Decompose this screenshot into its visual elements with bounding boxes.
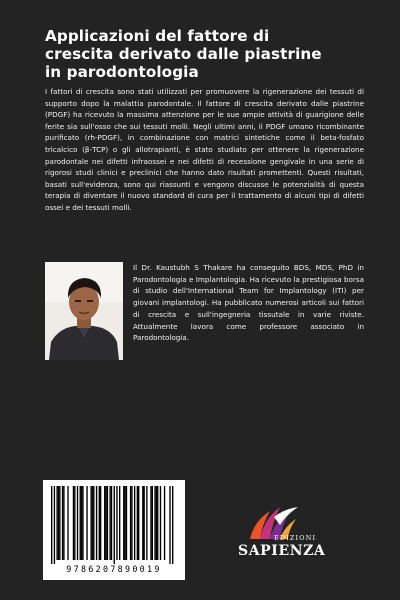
barcode-bar	[111, 486, 112, 560]
barcode-bar	[92, 486, 93, 560]
barcode-bar	[124, 486, 125, 560]
barcode-bar	[82, 486, 83, 560]
barcode-bar	[51, 486, 52, 564]
barcode-bar	[96, 486, 97, 560]
barcode-bar	[114, 486, 115, 564]
barcode-bar	[74, 486, 75, 560]
barcode-bar	[100, 486, 101, 560]
title-line-1: Applicazioni del fattore di	[45, 27, 270, 45]
barcode-bar	[109, 486, 110, 560]
isbn-number: 9786207890019	[66, 564, 162, 574]
barcode-bar	[59, 486, 60, 560]
title-line-2: crescita derivato dalle piastrine	[45, 45, 322, 63]
book-title	[45, 27, 365, 81]
barcode-bar	[164, 486, 165, 560]
barcode-bar	[58, 486, 59, 560]
book-description: I fattori di crescita sono stati utilizzati per promuovere la rigenerazione dei tessuti di supporto dopo la malattia parodontale. Il fattore di crescita derivato dalle piastrine (PDGF) ha ricevuto la massima attenzione per le sue ampie attività di guarigione delle ferite sia sull'osso che sui tessuti molli. Negli ultimi anni, il PDGF umano ricombinante purificato (rh-PDGF), in combinazione con matrici sintetiche come il beta-fosfato tricalcico (β-TCP) o gli allotrapianti, è stato studiato per ottenere la rigenerazione parodontale nei difetti infraossei e nei difetti di recessione gengivale in una serie di rigorosi studi clinici e preclinici che hanno dato risultati promettenti. Questi risultati, basati sull'evidenza, sono qui riassunti e vengono discusse le potenzialità di questa terapia di diventare il nuovo standard di cura per il trattamento di alcuni tipi di difetti ossei e dei tessuti molli.	[45, 87, 364, 212]
barcode-bar	[126, 486, 127, 560]
barcode-bar	[152, 486, 153, 560]
barcode-bar	[119, 486, 120, 560]
barcode-bar	[93, 486, 94, 560]
barcode-bar	[116, 486, 117, 560]
barcode-bar	[99, 486, 100, 560]
publisher-logo	[238, 505, 358, 565]
author-bio: Il Dr. Kaustubh S Thakare ha conseguito BDS, MDS, PhD in Parodontologia e Implantologia. Ha ricevuto la prestigiosa borsa di studio dell'International Team for Implantology (ITI) per giovani implantologi. Ha pubblicato numerosi articoli sui fattori di crescita e sull'ingegneria tissutale in varie riviste. Attualmente lavora come professore associato in Parodontologia.	[133, 263, 364, 343]
publisher-name-line1: EDIZIONI	[274, 534, 317, 542]
barcode-bar	[134, 486, 135, 560]
barcode-bar	[56, 486, 57, 560]
barcode-bar	[143, 486, 144, 560]
barcode-bar	[73, 486, 74, 560]
barcode-bar	[90, 486, 91, 560]
barcode-bar	[81, 486, 82, 560]
barcode	[43, 480, 185, 580]
publisher-name-line2: SAPIENZA	[238, 543, 326, 559]
author-photo	[45, 262, 123, 360]
barcode-bar	[137, 486, 138, 560]
barcode-bar	[63, 486, 64, 560]
barcode-bar	[54, 486, 55, 564]
barcode-bar	[130, 486, 131, 560]
barcode-bar	[77, 486, 78, 560]
barcode-bar	[67, 486, 68, 560]
barcode-bar	[157, 486, 158, 560]
barcode-bar	[107, 486, 108, 560]
barcode-bar	[86, 486, 87, 560]
barcode-bar	[62, 486, 63, 560]
barcode-bar	[104, 486, 105, 560]
barcode-bar	[80, 486, 81, 560]
barcode-bar	[160, 486, 161, 560]
title-line-3: in parodontologia	[45, 63, 199, 81]
barcode-bar	[172, 486, 173, 564]
barcode-bar	[142, 486, 143, 560]
barcode-bar	[156, 486, 157, 560]
barcode-bar	[138, 486, 139, 560]
barcode-bar	[146, 486, 147, 560]
barcode-bar	[169, 486, 170, 564]
barcode-bar	[154, 486, 155, 560]
barcode-bar	[150, 486, 151, 560]
barcode-bar	[131, 486, 132, 560]
barcode-bar	[123, 486, 124, 560]
barcode-bar	[105, 486, 106, 560]
